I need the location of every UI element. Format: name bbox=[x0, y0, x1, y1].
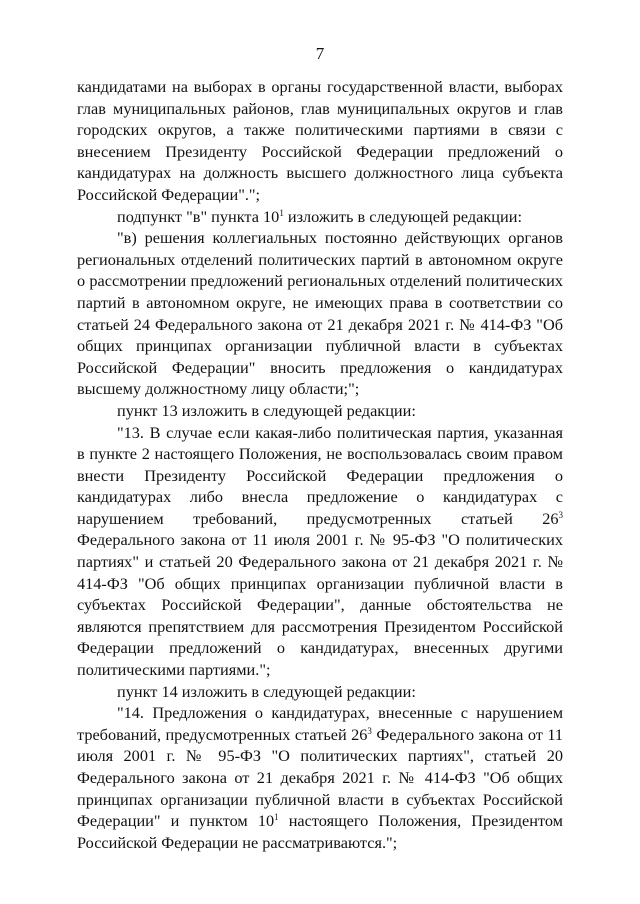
superscript: 3 bbox=[558, 509, 563, 520]
text-run: "14. Предложения о кандидатурах, внесенные с нарушением требований, предусмотренных статьей 26 bbox=[77, 703, 563, 744]
paragraph-point-14-text bbox=[77, 702, 563, 853]
page-number: 7 bbox=[315, 44, 325, 63]
text-run: Федерального закона от 11 июля 2001 г. № 95-ФЗ "О политических партиях", статьей 20 Федерального закона от 21 декабря 2021 г. № 414-ФЗ "Об общих принципах организации публичной власти в субъектах Российской Федерации" и пунктом 10 bbox=[77, 724, 563, 831]
text-run: пункт 14 изложить в следующей редакции: bbox=[117, 681, 416, 701]
superscript: 1 bbox=[279, 207, 284, 218]
text-run: подпункт "в" пункта 10 bbox=[117, 206, 280, 226]
paragraph-subpoint-v-text bbox=[77, 227, 563, 400]
superscript: 3 bbox=[367, 725, 372, 736]
text-run: кандидатами на выборах в органы государственной власти, выборах глав муниципальных районов, глав муниципальных округов и глав городских округов, а также политическими партиями в связи с внесением Президенту Российской Федерации предложений о кандидатурах на должность высшего должностного лица субъекта Российской Федерации"."; bbox=[77, 77, 563, 204]
text-run: изложить в следующей редакции: bbox=[283, 206, 522, 226]
text-run: пункт 13 изложить в следующей редакции: bbox=[117, 400, 416, 420]
text-run: Федерального закона от 11 июля 2001 г. № 95-ФЗ "О политических партиях" и статьей 20 Федерального закона от 21 декабря 2021 г. № 414-ФЗ "Об общих принципах организации публичной власти в субъектах Российской Федерации", данные обстоятельства не являются препятствием для рассмотрения Президентом Российской Федерации предложений о кандидатурах, внесенных другими политическими партиями."; bbox=[77, 530, 563, 680]
document-body bbox=[77, 76, 563, 853]
paragraph-continuation bbox=[77, 76, 563, 206]
text-run: настоящего Положения, Президентом Российской Федерации не рассматриваются."; bbox=[77, 811, 563, 852]
paragraph-amend-point-13 bbox=[77, 400, 563, 422]
superscript: 1 bbox=[274, 812, 279, 823]
paragraph-point-13-text bbox=[77, 422, 563, 681]
text-run: "13. В случае если какая-либо политическая партия, указанная в пункте 2 настоящего Положения, не воспользовалась своим правом внести Президенту Российской Федерации предложения о кандидатурах либо внесла предложение о кандидатурах с нарушением требований, предусмотренных статьей 26 bbox=[77, 422, 563, 528]
paragraph-amend-point-14 bbox=[77, 681, 563, 703]
text-run: "в) решения коллегиальных постоянно действующих органов региональных отделений политических партий в автономном округе о рассмотрении предложений региональных отделений политических партий в автономном округе, не имеющих права в соответствии со статьей 24 Федерального закона от 21 декабря 2021 г. № 414-ФЗ "Об общих принципах организации публичной власти в субъектах Российской Федерации" вносить предложения о кандидатурах высшему должностному лицу области;"; bbox=[77, 228, 563, 399]
paragraph-amend-subpoint-v bbox=[77, 206, 563, 228]
